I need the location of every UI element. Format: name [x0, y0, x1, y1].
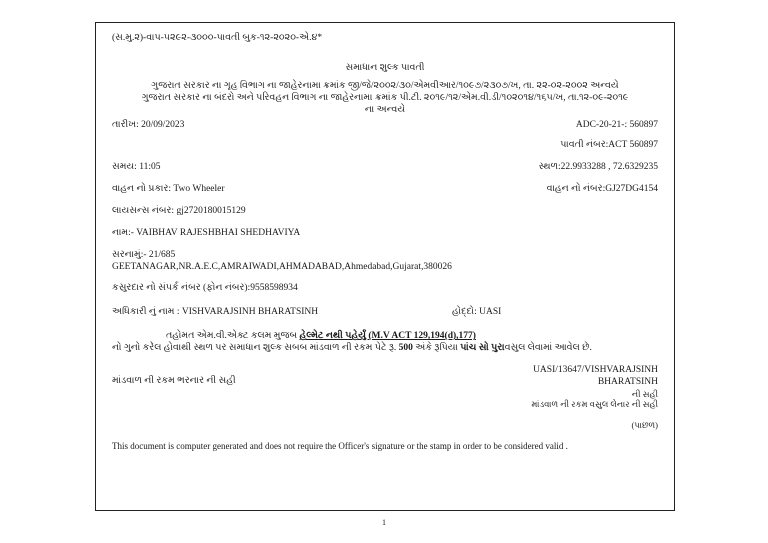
- penalty-line: [112, 343, 658, 355]
- address-label: સરનામું:- 21/685: [112, 249, 176, 260]
- date-row: [112, 120, 658, 132]
- collector-signature: [531, 365, 658, 410]
- penalty-prefix: નો ગુનો કરેલ હોવાથી સ્થળ પર સમાધાન શુલ્ક સબબ માંડવાળ ની રકમ પેટે રૂ.: [112, 343, 399, 353]
- adc-field: ADC-20-21-: 560897: [575, 120, 658, 131]
- offence-prefix: તહોમત એમ.વી.એક્ટ કલમ મુજબ: [166, 331, 300, 342]
- vehicle-number-field: વાહન નો નંબર:GJ27DG4154: [546, 184, 658, 194]
- collector-name: BHARATSINH: [597, 376, 658, 387]
- receipt-title: સમાધાન શુલ્ક પાવતી: [345, 62, 425, 73]
- notification-line-1: ગુજરાત સરકાર ના ગૃહ વિભાગ ના જાહેરનામા ક્રમાંક જી/જે/૨૦૦૨/૩૦/એમવીઆર/૧૦૯૭/૨૩૦૭/ખ, તા. ૨૨-૦૨-૨૦૦૨ અન્વયે: [151, 80, 619, 91]
- name-field: નામ:- VAIBHAV RAJESHBHAI SHEDHAVIYA: [112, 227, 301, 238]
- offence-description: હેલ્મેટ નથી પહેર્યું (M.V ACT 129,194(d),177): [299, 331, 476, 342]
- penalty-amount: 500: [398, 343, 413, 353]
- notification-line-3: ના અન્વયે: [364, 104, 406, 115]
- officer-row: [112, 307, 658, 319]
- receipt-document: [95, 22, 675, 511]
- penalty-suffix: વસુલ લેવામાં આવેલ છે.: [504, 343, 592, 353]
- date-field: તારીખ: 20/09/2023: [112, 120, 185, 131]
- payer-signature-label: માંડવાળ ની રકમ ભરનાર ની સહી: [112, 376, 236, 386]
- receipt-number-field: પાવતી નંબર:ACT 560897: [560, 140, 658, 151]
- notification-line-2: ગુજરાત સરકાર ના બંદરો અને પરિવહન વિભાગ ના જાહેરનામા ક્રમાંક પી.ટી. ૨૦૧૯/૧૨/એમ.વી.ડી/૧૦૨૦૧૪/૧૬૫/ખ, તા.૧૨-૦૯-૨૦૧૯: [141, 92, 629, 103]
- location-field: સ્થળ:22.9933288 , 72.6329235: [538, 162, 658, 173]
- address-field: GEETANAGAR,NR.A.E.C,AMRAIWADI,AHMADABAD,Ahmedabad,Gujarat,380026: [112, 261, 452, 272]
- officer-name-field: અધિકારી નું નામ : VISHVARAJSINH BHARATSINH: [112, 307, 319, 318]
- collector-sign-label: ની સહી: [631, 388, 658, 399]
- offence-line: [112, 331, 658, 343]
- penalty-words: પાંચ સો પુરા: [460, 343, 505, 353]
- penalty-mid: અંકે રૂપિયા: [412, 343, 461, 353]
- license-field: લાયસન્સ નંબર: gj2720180015129: [112, 205, 246, 216]
- back-side-label: (પાછળ): [631, 419, 658, 430]
- collector-role-label: માંડવાળ ની રકમ વસુલ લેનાર ની સહી: [531, 399, 658, 410]
- vehicle-type-field: વાહન નો પ્રકાર: Two Wheeler: [112, 184, 225, 194]
- time-field: સમય: 11:05: [112, 162, 161, 173]
- collector-id: UASI/13647/VISHVARAJSINH: [533, 364, 658, 375]
- vehicle-row: [112, 184, 658, 196]
- page-number: 1: [382, 518, 386, 527]
- designation-field: હોદ્દો: UASI: [452, 307, 502, 318]
- signature-block: [112, 365, 658, 410]
- header-code: (સ.મુ.૨)-વાપ-૫૨૯૨-૩૦૦૦-પાવતી બુક-૧૨-૨૦૨૦-એ.૪*: [112, 33, 323, 43]
- time-location-row: [112, 162, 658, 174]
- contact-field: કસુરદાર નો સંપર્ક નંબર (ફોન નંબર):9558598934: [112, 283, 298, 294]
- disclaimer: This document is computer generated and does not require the Officer's signature or the stamp in order to be considered valid .: [112, 440, 568, 451]
